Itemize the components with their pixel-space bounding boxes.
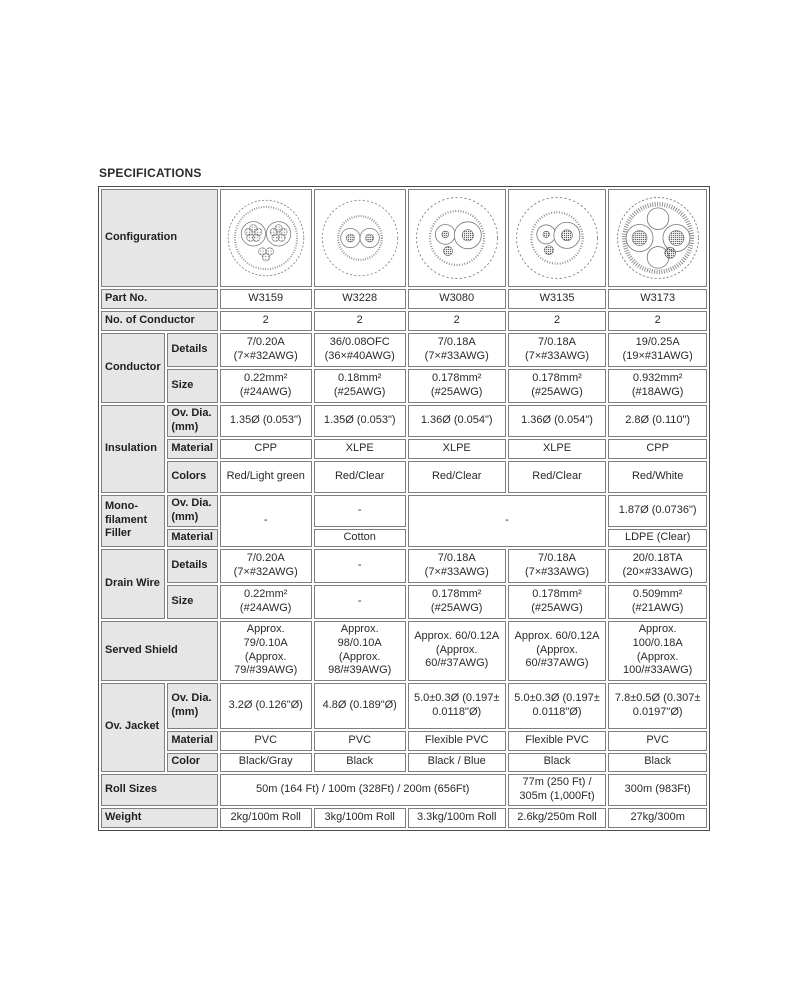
row-label-ov-jacket: Ov. Jacket <box>101 683 165 772</box>
configuration-cell-w3159 <box>220 189 312 287</box>
served-shield-cell: Approx. 98/0.10A (Approx. 98/#39AWG) <box>314 621 406 681</box>
sub-label-material: Material <box>167 731 217 751</box>
ov-jacket-color-cell: Black <box>508 753 607 772</box>
table-row-insulation-colors <box>101 461 707 493</box>
conductor-details-cell: 36/0.08OFC (36×#40AWG) <box>314 333 406 367</box>
part-no-w3159: W3159 <box>220 289 312 309</box>
table-row-conductor-details <box>101 333 707 367</box>
table-row-ov-jacket-ov-dia <box>101 683 707 729</box>
sub-label-ov-dia: Ov. Dia. (mm) <box>167 405 217 437</box>
row-label-configuration: Configuration <box>101 189 218 287</box>
part-no-w3228: W3228 <box>314 289 406 309</box>
served-shield-cell: Approx. 79/0.10A (Approx. 79/#39AWG) <box>220 621 312 681</box>
sub-label-size: Size <box>167 369 217 403</box>
part-no-w3080: W3080 <box>408 289 506 309</box>
row-label-conductor: Conductor <box>101 333 165 403</box>
ov-jacket-ov-dia-cell: 3.2Ø (0.126"Ø) <box>220 683 312 729</box>
specifications-section <box>98 166 710 831</box>
row-label-weight: Weight <box>101 808 218 828</box>
conductor-details-cell: 7/0.18A (7×#33AWG) <box>508 333 607 367</box>
conductor-details-cell: 19/0.25A (19×#31AWG) <box>608 333 707 367</box>
insulation-ov-dia-cell: 1.35Ø (0.053") <box>314 405 406 437</box>
sub-label-color: Color <box>167 753 217 772</box>
weight-cell: 27kg/300m <box>608 808 707 828</box>
filler-ov-dia-cell-w3173: 1.87Ø (0.0736") <box>608 495 707 527</box>
ov-jacket-material-cell: Flexible PVC <box>408 731 506 751</box>
cable-cross-section-2-stranded-conductors-drain-icon <box>224 192 308 284</box>
table-row-ov-jacket-material <box>101 731 707 751</box>
ov-jacket-color-cell: Black / Blue <box>408 753 506 772</box>
table-row-insulation-ov-dia <box>101 405 707 437</box>
conductor-details-cell: 7/0.20A (7×#32AWG) <box>220 333 312 367</box>
table-row-ov-jacket-color <box>101 753 707 772</box>
ov-jacket-color-cell: Black <box>608 753 707 772</box>
sub-label-size: Size <box>167 585 217 619</box>
weight-cell: 2kg/100m Roll <box>220 808 312 828</box>
filler-material-cell-w3228: Cotton <box>314 529 406 547</box>
ov-jacket-ov-dia-cell: 5.0±0.3Ø (0.197± 0.0118"Ø) <box>408 683 506 729</box>
table-row-conductor-size <box>101 369 707 403</box>
cable-cross-section-2-conductors-drain-icon <box>512 192 602 284</box>
filler-cell-w3159: - <box>220 495 312 547</box>
insulation-ov-dia-cell: 2.8Ø (0.110") <box>608 405 707 437</box>
served-shield-cell: Approx. 60/0.12A (Approx. 60/#37AWG) <box>408 621 506 681</box>
table-row-filler-ov-dia <box>101 495 707 527</box>
ov-jacket-color-cell: Black/Gray <box>220 753 312 772</box>
conductor-size-cell: 0.178mm² (#25AWG) <box>408 369 506 403</box>
conductor-details-cell: 7/0.18A (7×#33AWG) <box>408 333 506 367</box>
configuration-cell-w3135 <box>508 189 607 287</box>
insulation-ov-dia-cell: 1.35Ø (0.053") <box>220 405 312 437</box>
drain-wire-size-cell: 0.509mm² (#21AWG) <box>608 585 707 619</box>
drain-wire-size-cell: 0.22mm² (#24AWG) <box>220 585 312 619</box>
insulation-material-cell: XLPE <box>408 439 506 459</box>
sub-label-material: Material <box>167 439 217 459</box>
conductor-size-cell: 0.178mm² (#25AWG) <box>508 369 607 403</box>
row-label-insulation: Insulation <box>101 405 165 493</box>
filler-ov-dia-cell-w3228: - <box>314 495 406 527</box>
ov-jacket-ov-dia-cell: 5.0±0.3Ø (0.197± 0.0118"Ø) <box>508 683 607 729</box>
drain-wire-size-cell: - <box>314 585 406 619</box>
drain-wire-details-cell: 20/0.18TA (20×#33AWG) <box>608 549 707 583</box>
configuration-cell-w3228 <box>314 189 406 287</box>
ov-jacket-material-cell: PVC <box>608 731 707 751</box>
sub-label-ov-dia: Ov. Dia. (mm) <box>167 683 217 729</box>
conductor-count-cell: 2 <box>220 311 312 331</box>
conductor-count-cell: 2 <box>314 311 406 331</box>
insulation-colors-cell: Red/Light green <box>220 461 312 493</box>
configuration-cell-w3080 <box>408 189 506 287</box>
ov-jacket-material-cell: Flexible PVC <box>508 731 607 751</box>
conductor-size-cell: 0.18mm² (#25AWG) <box>314 369 406 403</box>
insulation-ov-dia-cell: 1.36Ø (0.054") <box>408 405 506 437</box>
roll-sizes-cell-w3135: 77m (250 Ft) / 305m (1,000Ft) <box>508 774 607 806</box>
configuration-cell-w3173 <box>608 189 707 287</box>
served-shield-cell: Approx. 60/0.12A (Approx. 60/#37AWG) <box>508 621 607 681</box>
roll-sizes-cell-w3173: 300m (983Ft) <box>608 774 707 806</box>
cable-cross-section-2-conductors-2-fillers-drain-icon <box>613 192 703 284</box>
weight-cell: 3.3kg/100m Roll <box>408 808 506 828</box>
drain-wire-details-cell: 7/0.18A (7×#33AWG) <box>508 549 607 583</box>
weight-cell: 2.6kg/250m Roll <box>508 808 607 828</box>
table-row-part-no <box>101 289 707 309</box>
page-title: SPECIFICATIONS <box>99 166 202 180</box>
conductor-count-cell: 2 <box>608 311 707 331</box>
conductor-count-cell: 2 <box>508 311 607 331</box>
part-no-w3135: W3135 <box>508 289 607 309</box>
ov-jacket-ov-dia-cell: 4.8Ø (0.189"Ø) <box>314 683 406 729</box>
sub-label-details: Details <box>167 333 217 367</box>
ov-jacket-color-cell: Black <box>314 753 406 772</box>
insulation-material-cell: CPP <box>220 439 312 459</box>
insulation-ov-dia-cell: 1.36Ø (0.054") <box>508 405 607 437</box>
insulation-colors-cell: Red/Clear <box>508 461 607 493</box>
part-no-w3173: W3173 <box>608 289 707 309</box>
table-row-no-of-conductor <box>101 311 707 331</box>
ov-jacket-material-cell: PVC <box>314 731 406 751</box>
drain-wire-details-cell: - <box>314 549 406 583</box>
table-row-drain-wire-details <box>101 549 707 583</box>
row-label-part-no: Part No. <box>101 289 218 309</box>
table-row-filler-material <box>101 529 707 547</box>
drain-wire-details-cell: 7/0.20A (7×#32AWG) <box>220 549 312 583</box>
insulation-material-cell: CPP <box>608 439 707 459</box>
conductor-count-cell: 2 <box>408 311 506 331</box>
specifications-table <box>98 186 710 831</box>
roll-sizes-cell-merged: 50m (164 Ft) / 100m (328Ft) / 200m (656Ft) <box>220 774 506 806</box>
conductor-size-cell: 0.22mm² (#24AWG) <box>220 369 312 403</box>
drain-wire-details-cell: 7/0.18A (7×#33AWG) <box>408 549 506 583</box>
table-row-insulation-material <box>101 439 707 459</box>
weight-cell: 3kg/100m Roll <box>314 808 406 828</box>
cable-cross-section-2-conductors-drain-icon <box>412 192 502 284</box>
table-row-weight <box>101 808 707 828</box>
row-label-roll-sizes: Roll Sizes <box>101 774 218 806</box>
ov-jacket-material-cell: PVC <box>220 731 312 751</box>
row-label-served-shield: Served Shield <box>101 621 218 681</box>
ov-jacket-ov-dia-cell: 7.8±0.5Ø (0.307± 0.0197"Ø) <box>608 683 707 729</box>
conductor-size-cell: 0.932mm² (#18AWG) <box>608 369 707 403</box>
insulation-colors-cell: Red/Clear <box>314 461 406 493</box>
filler-cell-w3080-w3135: - <box>408 495 607 547</box>
drain-wire-size-cell: 0.178mm² (#25AWG) <box>508 585 607 619</box>
filler-material-cell-w3173: LDPE (Clear) <box>608 529 707 547</box>
row-label-mono-filament-filler: Mono-filament Filler <box>101 495 165 547</box>
table-row-configuration <box>101 189 707 287</box>
insulation-material-cell: XLPE <box>508 439 607 459</box>
sub-label-ov-dia: Ov. Dia. (mm) <box>167 495 217 527</box>
insulation-colors-cell: Red/Clear <box>408 461 506 493</box>
row-label-no-of-conductor: No. of Conductor <box>101 311 218 331</box>
insulation-material-cell: XLPE <box>314 439 406 459</box>
sub-label-details: Details <box>167 549 217 583</box>
row-label-drain-wire: Drain Wire <box>101 549 165 619</box>
drain-wire-size-cell: 0.178mm² (#25AWG) <box>408 585 506 619</box>
sub-label-material: Material <box>167 529 217 547</box>
sub-label-colors: Colors <box>167 461 217 493</box>
table-row-roll-sizes <box>101 774 707 806</box>
table-row-drain-wire-size <box>101 585 707 619</box>
cable-cross-section-2-conductors-icon <box>318 192 402 284</box>
insulation-colors-cell: Red/White <box>608 461 707 493</box>
served-shield-cell: Approx. 100/0.18A (Approx. 100/#33AWG) <box>608 621 707 681</box>
table-row-served-shield <box>101 621 707 681</box>
